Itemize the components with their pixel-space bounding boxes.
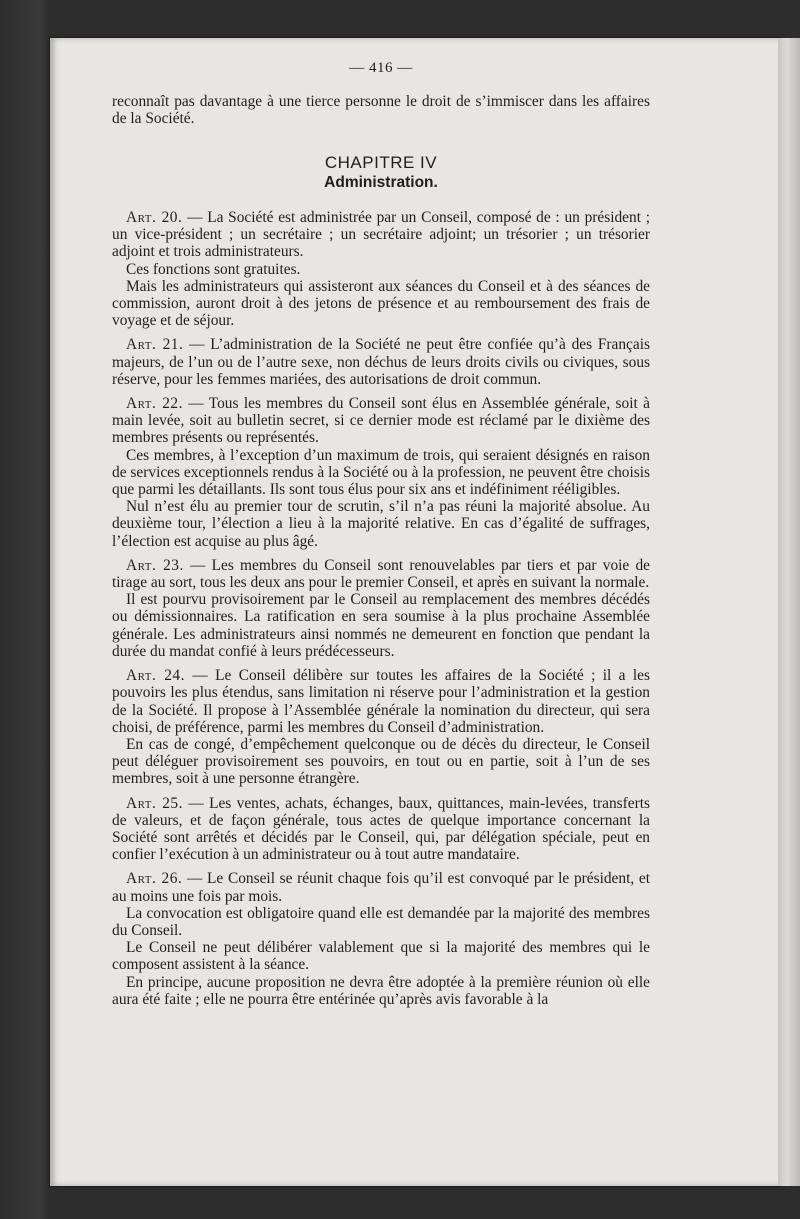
page-content <box>112 60 650 1008</box>
article-label: Art. 23. <box>126 556 184 574</box>
article-subparagraph: Le Conseil ne peut délibérer valablement que si la majorité des membres qui le composent assistent à la séance. <box>112 939 650 974</box>
article-label: Art. 21. <box>126 336 184 354</box>
article-label: Art. 20. <box>126 209 183 227</box>
article-label: Art. 26. <box>126 870 183 888</box>
article-paragraph <box>112 209 650 261</box>
article-paragraph <box>112 336 650 388</box>
article-text: — Les ventes, achats, échanges, baux, quittances, main-levées, transferts de valeurs, et de façon générale, tous actes de quelque importance concernant la Société sont arrêtés et décidés par le Conseil, qui, par délégation spéciale, peut en confier l’exécution à un administrateur ou à tout autre mandataire. <box>112 794 650 864</box>
chapter-title: CHAPITRE IV <box>324 152 438 172</box>
article-subparagraph: Mais les administrateurs qui assisteront aux séances du Conseil et à des séances de commission, auront droit à des jetons de présence et au remboursement des frais de voyage et de séjour. <box>112 277 650 330</box>
articles-list <box>112 209 650 1008</box>
article-subparagraph: Ces fonctions sont gratuites. <box>126 260 301 278</box>
page-number: — 416 — <box>349 60 413 76</box>
article-subparagraph: Nul n’est élu au premier tour de scrutin, s’il n’a pas réuni la majorité absolue. Au deuxième tour, l’élection a lieu à la majorité relative. En cas d’égalité de suffrages, l’élection est acquise au plus âgé. <box>112 498 650 550</box>
article-paragraph <box>112 395 650 447</box>
article-paragraph <box>112 557 650 591</box>
section-title: Administration. <box>324 173 438 191</box>
article-text: — Tous les membres du Conseil sont élus en Assemblée générale, soit à main levée, soit au bulletin secret, si ce dernier mode est réclamé par le dixième des membres présents ou représentés. <box>112 395 650 447</box>
intro-paragraph: reconnaît pas davantage à une tierce personne le droit de s’immiscer dans les affaires de la Société. <box>112 93 650 128</box>
article-label: Art. 25. <box>126 794 183 812</box>
article-label: Art. 22. <box>126 395 183 413</box>
article-paragraph <box>112 795 650 864</box>
article-text: — Le Conseil délibère sur toutes les affaires de la Société ; il a les pouvoirs les plus étendus, sans limitation ni réserve pour l’administration et la gestion de la Société. Il propose à l’Assemblée générale la nomination du directeur, qui sera choisi, de préférence, parmi les membres du Conseil d’administration. <box>112 667 650 736</box>
article-text: — Les membres du Conseil sont renouvelables par tiers et par voie de tirage au sort, tous les deux ans pour le premier Conseil, et après en suivant la normale. <box>112 556 650 592</box>
article-subparagraph: En principe, aucune proposition ne devra être adoptée à la première réunion où elle aura été faite ; elle ne pourra être entérinée qu’après avis favorable à la <box>112 973 650 1008</box>
article-text: — La Société est administrée par un Conseil, composé de : un président ; un vice-président ; un secrétaire ; un secrétaire adjoint; un trésorier ; un trésorier adjoint et trois administrateurs. <box>112 209 650 261</box>
article-text: — L’administration de la Société ne peut être confiée qu’à des Français majeurs, de l’un ou de l’autre sexe, non déchus de leurs droits civils ou civiques, sous réserve, pour les femmes mariées, des autorisations de droit commun. <box>112 336 650 388</box>
article-subparagraph: La convocation est obligatoire quand elle est demandée par la majorité des membres du Conseil. <box>112 904 650 939</box>
article-paragraph <box>112 667 650 736</box>
page-edge <box>778 38 800 1186</box>
article-text: — Le Conseil se réunit chaque fois qu’il est convoqué par le président, et au moins une fois par mois. <box>112 870 650 905</box>
article-subparagraph: Il est pourvu provisoirement par le Conseil au remplacement des membres décédés ou démissionnaires. La ratification en sera soumise à la plus prochaine Assemblée générale. Les administrateurs ainsi nommés ne demeurent en fonction que pendant la durée du mandat confié à leurs prédécesseurs. <box>112 591 650 660</box>
article-paragraph <box>112 870 650 904</box>
article-label: Art. 24. <box>126 667 185 685</box>
article-subparagraph: En cas de congé, d’empêchement quelconque ou de décès du directeur, le Conseil peut déléguer provisoirement ses pouvoirs, en tout ou en partie, soit à l’un de ses membres, soit à une personne étrangère. <box>112 735 650 788</box>
article-subparagraph: Ces membres, à l’exception d’un maximum de trois, qui seraient désignés en raison de services exceptionnels rendus à la Société ou à la profession, ne peuvent être choisis que parmi les détaillants. Ils sont tous élus pour six ans et indéfiniment rééligibles. <box>112 446 650 499</box>
